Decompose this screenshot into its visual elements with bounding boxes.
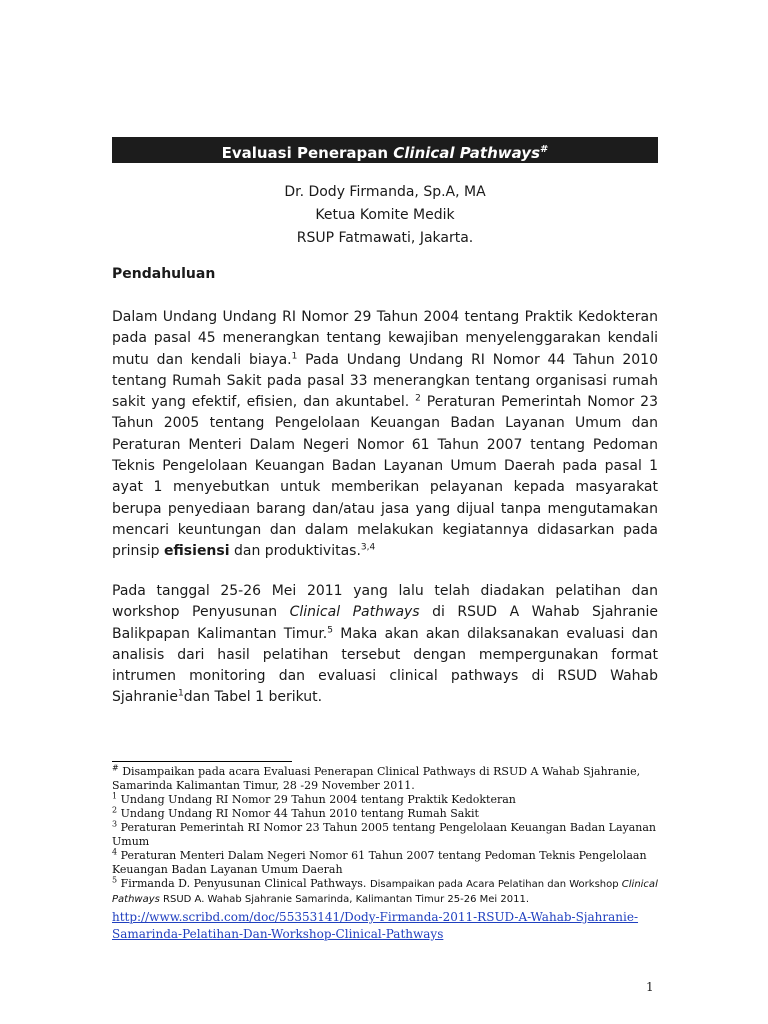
p2-text-3: Maka akan akan dilaksanakan evaluasi dan analisis dari hasil pelatihan tersebut dengan mempergunakan format intrumen monitoring dan evaluasi clinical pathways di RSUD Wahab Sjahranie [112, 625, 658, 706]
footnotes [112, 765, 658, 943]
footnote-3 [112, 821, 658, 849]
footnote-text: Disampaikan pada acara Evaluasi Penerapan Clinical Pathways di RSUD A Wahab Sjahranie, Samarinda Kalimantan Timur, 28 -29 November 2011. [112, 765, 641, 792]
p2-text-4: dan Tabel 1 berikut. [183, 689, 323, 706]
p1-text-3: Peraturan Pemerintah Nomor 23 Tahun 2005 tentang Pengelolaan Keuangan Badan Layanan Umum dan Peraturan Menteri Dalam Negeri Nomor 61 Tahun 2007 tentang Pedoman Teknis Pengelolaan Keuangan Badan Layanan Umum Daerah pada pasal 1 ayat 1 menyebutkan untuk memberikan pelayanan kepada masyarakat berupa penyediaan barang dan/atau jasa yang dijual tanpa mengutamakan mencari keuntungan dan dalam melakukan kegiatannya didasarkan pada prinsip [112, 394, 658, 560]
p1-text-1: Dalam Undang Undang RI Nomor 29 Tahun 2004 tentang Praktik Kedokteran pada pasal 45 menerangkan tentang kewajiban menyelenggarakan kendali mutu dan kendali biaya. [112, 309, 658, 368]
p2-text-2: di RSUD A Wahab Sjahranie Balikpapan Kalimantan Timur. [112, 604, 658, 642]
footnote-text: RSUD A. Wahab Sjahranie Samarinda, Kalimantan Timur 25-26 Mei 2011. [159, 894, 529, 905]
footnote-mark: 1 [112, 791, 118, 801]
p2-text-1: Pada tanggal 25-26 Mei 2011 yang lalu telah diadakan pelatihan dan workshop Penyusunan [112, 583, 658, 621]
p1-bold-term: efisiensi [163, 543, 230, 560]
paragraph-1 [112, 307, 658, 563]
footnote-4 [112, 849, 658, 877]
author-position: Ketua Komite Medik [315, 207, 455, 223]
footnote-text: Disampaikan pada Acara Pelatihan dan Workshop [369, 879, 622, 890]
p1-text-2: Pada Undang Undang RI Nomor 44 Tahun 2010 tentang Rumah Sakit pada pasal 33 menerangkan tentang organisasi rumah sakit yang efektif, efisien, dan akuntabel. [112, 351, 658, 411]
footnote-1 [112, 793, 658, 807]
title-italic: Clinical Pathways [393, 144, 540, 162]
footnote-link[interactable]: http://www.scribd.com/doc/55353141/Dody-Firmanda-2011-RSUD-A-Wahab-Sjahranie-Samarinda-Pelatihan-Dan-Workshop-Clinical-Pathways [112, 910, 639, 941]
footnote-hash [112, 765, 658, 793]
title-main: Evaluasi Penerapan [221, 144, 394, 162]
author-name: Dr. Dody Firmanda, Sp.A, MA [284, 184, 486, 200]
title-footnote-mark: # [540, 144, 549, 155]
footnote-mark: 3 [112, 819, 118, 829]
p1-ref-1: 1 [291, 350, 298, 361]
p1-ref-2: 2 [415, 393, 421, 404]
author-block [112, 181, 658, 250]
p2-ref-2: 1 [177, 688, 184, 699]
footnote-text: Peraturan Menteri Dalam Negeri Nomor 61 Tahun 2007 tentang Pedoman Teknis Pengelolaan Keuangan Badan Layanan Umum Daerah [112, 849, 647, 876]
footnote-5 [112, 877, 658, 907]
footnote-italic: Clinical Pathways [112, 879, 658, 905]
paragraph-2 [112, 581, 658, 709]
p2-ref-1: 5 [327, 624, 333, 635]
footnote-2 [112, 807, 658, 821]
footnote-text: Peraturan Pemerintah RI Nomor 23 Tahun 2005 tentang Pengelolaan Keuangan Badan Layanan Umum [112, 821, 657, 848]
footnote-text: Undang Undang RI Nomor 29 Tahun 2004 tentang Praktik Kedokteran [117, 793, 516, 806]
footnote-mark: 5 [112, 875, 118, 885]
p1-ref-3: 3,4 [360, 542, 376, 553]
document-title [112, 137, 658, 163]
footnote-separator [112, 761, 292, 762]
p1-text-4: dan produktivitas. [229, 543, 361, 560]
author-institution: RSUP Fatmawati, Jakarta. [296, 230, 474, 246]
footnote-mark: 4 [112, 847, 118, 857]
page-number: 1 [646, 980, 654, 994]
p2-italic-term: Clinical Pathways [289, 604, 420, 621]
footnote-mark: # [112, 763, 119, 773]
footnote-text: Firmanda D. Penyusunan Clinical Pathways. [117, 877, 370, 890]
footnote-mark: 2 [112, 805, 118, 815]
section-heading: Pendahuluan [112, 266, 216, 282]
footnote-text: Undang Undang RI Nomor 44 Tahun 2010 tentang Rumah Sakit [117, 807, 479, 820]
